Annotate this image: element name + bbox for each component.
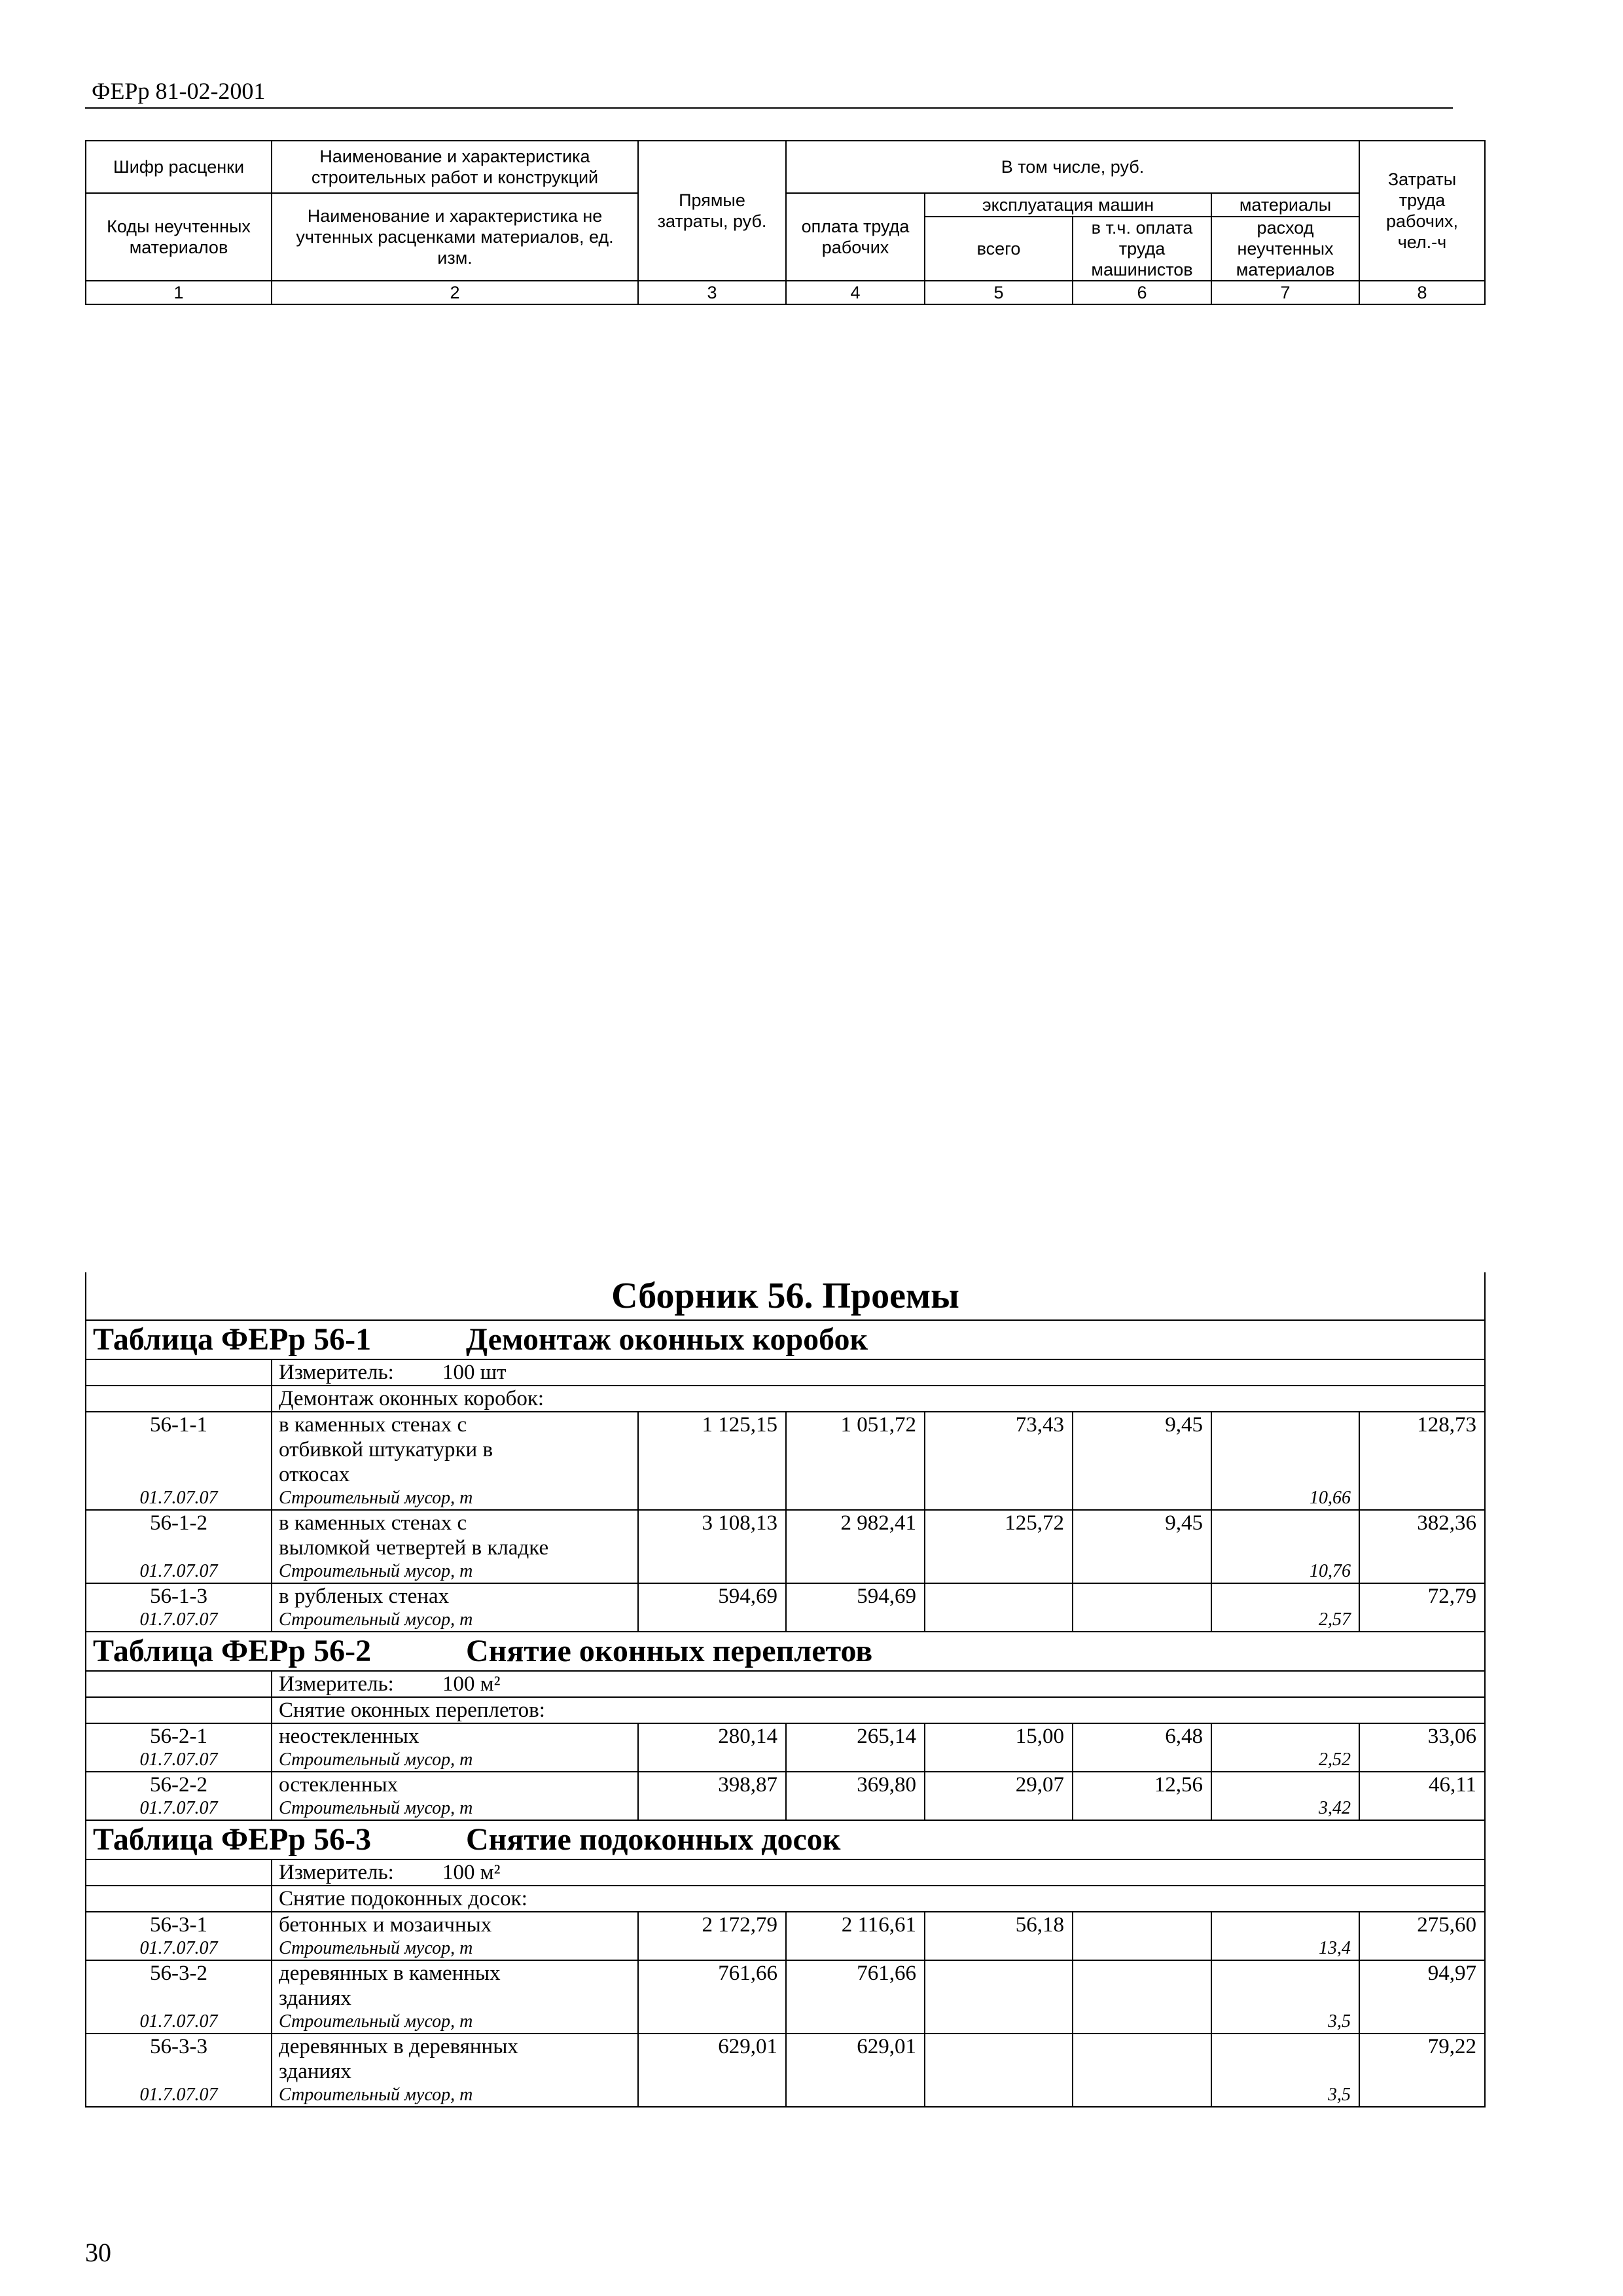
material-code: 01.7.07.07 bbox=[86, 1937, 272, 1960]
header-rule bbox=[85, 107, 1453, 109]
direct-cost: 398,87 bbox=[638, 1772, 786, 1797]
empty-cell bbox=[1073, 2059, 1211, 2084]
work-name-line: в рубленых стенах bbox=[272, 1583, 638, 1609]
empty-cell bbox=[1359, 1535, 1485, 1560]
direct-cost: 1 125,15 bbox=[638, 1412, 786, 1437]
driver-wage: 9,45 bbox=[1073, 1412, 1211, 1437]
material-row bbox=[86, 1937, 1485, 1960]
empty-cell bbox=[1211, 1583, 1359, 1609]
empty-cell bbox=[638, 2084, 786, 2107]
table-row bbox=[86, 1772, 1485, 1797]
empty-cell bbox=[1211, 1437, 1359, 1462]
rate-code: 56-1-2 bbox=[86, 1510, 272, 1535]
empty-cell bbox=[1073, 1797, 1211, 1820]
machine-cost: 15,00 bbox=[925, 1723, 1073, 1749]
labor-cost: 382,36 bbox=[1359, 1510, 1485, 1535]
empty-cell bbox=[786, 2011, 925, 2034]
empty-cell bbox=[638, 1937, 786, 1960]
empty-cell bbox=[1359, 2059, 1485, 2084]
table-row bbox=[86, 1510, 1485, 1535]
material-quantity: 3,5 bbox=[1211, 2011, 1359, 2034]
wage-cost: 594,69 bbox=[786, 1583, 925, 1609]
meter-value: 100 шт bbox=[442, 1361, 507, 1384]
table-row bbox=[86, 1960, 1485, 1986]
driver-wage: 9,45 bbox=[1073, 1510, 1211, 1535]
col-wage-header: оплата труда рабочих bbox=[786, 193, 925, 281]
empty-cell bbox=[786, 1560, 925, 1583]
labor-cost: 94,97 bbox=[1359, 1960, 1485, 1986]
empty-cell bbox=[1073, 1749, 1211, 1772]
empty-cell bbox=[638, 1487, 786, 1510]
empty-cell bbox=[1073, 1560, 1211, 1583]
meter-cell bbox=[272, 1859, 1485, 1886]
empty-cell bbox=[925, 1937, 1073, 1960]
machine-cost bbox=[925, 1583, 1073, 1609]
direct-cost: 761,66 bbox=[638, 1960, 786, 1986]
machine-cost: 56,18 bbox=[925, 1912, 1073, 1937]
empty-cell bbox=[638, 1986, 786, 2011]
material-name: Строительный мусор, т bbox=[272, 2084, 638, 2107]
empty-cell bbox=[1359, 1462, 1485, 1487]
empty-cell bbox=[1073, 1462, 1211, 1487]
group-heading: Снятие подоконных досок: bbox=[272, 1886, 1485, 1912]
empty-cell bbox=[1359, 1487, 1485, 1510]
col-total-header: всего bbox=[925, 217, 1073, 281]
material-quantity: 2,52 bbox=[1211, 1749, 1359, 1772]
meter-value: 100 м² bbox=[442, 1861, 501, 1884]
empty-cell bbox=[1359, 2084, 1485, 2107]
table-row bbox=[86, 1462, 1485, 1487]
direct-cost: 594,69 bbox=[638, 1583, 786, 1609]
driver-wage bbox=[1073, 1960, 1211, 1986]
wage-cost: 1 051,72 bbox=[786, 1412, 925, 1437]
wage-cost: 629,01 bbox=[786, 2034, 925, 2059]
empty-cell bbox=[925, 2011, 1073, 2034]
empty-cell bbox=[1211, 1772, 1359, 1797]
work-name-line: зданиях bbox=[272, 2059, 638, 2084]
empty-cell bbox=[1073, 1437, 1211, 1462]
group-heading: Демонтаж оконных коробок: bbox=[272, 1386, 1485, 1412]
empty-cell bbox=[925, 1437, 1073, 1462]
empty-cell bbox=[1073, 2084, 1211, 2107]
empty-cell bbox=[925, 1609, 1073, 1632]
spacer-cell bbox=[86, 1386, 272, 1412]
machine-cost: 125,72 bbox=[925, 1510, 1073, 1535]
empty-cell bbox=[638, 1749, 786, 1772]
direct-cost: 3 108,13 bbox=[638, 1510, 786, 1535]
table-row bbox=[86, 1535, 1485, 1560]
machine-cost: 73,43 bbox=[925, 1412, 1073, 1437]
material-row bbox=[86, 2011, 1485, 2034]
empty-cell bbox=[1211, 1510, 1359, 1535]
empty-cell bbox=[1359, 1937, 1485, 1960]
empty-cell bbox=[786, 1609, 925, 1632]
table-row bbox=[86, 1986, 1485, 2011]
empty-cell bbox=[1211, 1960, 1359, 1986]
material-code: 01.7.07.07 bbox=[86, 2011, 272, 2034]
work-name-line: остекленных bbox=[272, 1772, 638, 1797]
driver-wage bbox=[1073, 2034, 1211, 2059]
rates-table bbox=[85, 1272, 1486, 2108]
material-code: 01.7.07.07 bbox=[86, 1560, 272, 1583]
labor-cost: 79,22 bbox=[1359, 2034, 1485, 2059]
labor-cost: 46,11 bbox=[1359, 1772, 1485, 1797]
work-name-line: в каменных стенах с bbox=[272, 1412, 638, 1437]
meter-label: Измеритель: bbox=[279, 1361, 394, 1384]
empty-cell bbox=[925, 1986, 1073, 2011]
rate-code: 56-1-3 bbox=[86, 1583, 272, 1609]
rate-code: 56-2-1 bbox=[86, 1723, 272, 1749]
group-heading: Снятие оконных переплетов: bbox=[272, 1697, 1485, 1723]
material-row bbox=[86, 2084, 1485, 2107]
column-header-table bbox=[85, 140, 1486, 305]
empty-cell bbox=[786, 1986, 925, 2011]
empty-cell bbox=[1073, 1937, 1211, 1960]
rate-code: 56-3-1 bbox=[86, 1912, 272, 1937]
col-driver-wage-header: в т.ч. оплата труда машинистов bbox=[1073, 217, 1211, 281]
wage-cost: 265,14 bbox=[786, 1723, 925, 1749]
material-row bbox=[86, 1749, 1485, 1772]
empty-cell bbox=[86, 1462, 272, 1487]
table-title: Снятие подоконных досок bbox=[466, 1822, 841, 1857]
table-title-row bbox=[86, 1320, 1485, 1359]
labor-cost: 275,60 bbox=[1359, 1912, 1485, 1937]
labor-cost: 72,79 bbox=[1359, 1583, 1485, 1609]
col-number-5: 5 bbox=[925, 281, 1073, 304]
material-name: Строительный мусор, т bbox=[272, 1937, 638, 1960]
empty-cell bbox=[1211, 1412, 1359, 1437]
table-row bbox=[86, 2034, 1485, 2059]
empty-cell bbox=[1211, 1462, 1359, 1487]
col-direct-header: Прямые затраты, руб. bbox=[638, 141, 786, 281]
empty-cell bbox=[1359, 2011, 1485, 2034]
empty-cell bbox=[925, 2059, 1073, 2084]
material-quantity: 13,4 bbox=[1211, 1937, 1359, 1960]
material-name: Строительный мусор, т bbox=[272, 1560, 638, 1583]
meter-label: Измеритель: bbox=[279, 1861, 394, 1884]
empty-cell bbox=[1359, 1986, 1485, 2011]
empty-cell bbox=[638, 1437, 786, 1462]
empty-cell bbox=[86, 1437, 272, 1462]
rate-code: 56-1-1 bbox=[86, 1412, 272, 1437]
work-name-line: неостекленных bbox=[272, 1723, 638, 1749]
empty-cell bbox=[1359, 1609, 1485, 1632]
col-number-1: 1 bbox=[86, 281, 272, 304]
col-materials-header: материалы bbox=[1211, 193, 1359, 217]
empty-cell bbox=[1211, 2059, 1359, 2084]
col-incl-header: В том числе, руб. bbox=[786, 141, 1359, 193]
empty-cell bbox=[638, 1535, 786, 1560]
direct-cost: 280,14 bbox=[638, 1723, 786, 1749]
material-quantity: 3,42 bbox=[1211, 1797, 1359, 1820]
table-number: Таблица ФЕРр 56-1 bbox=[93, 1322, 372, 1357]
spacer-cell bbox=[86, 1359, 272, 1386]
empty-cell bbox=[86, 1535, 272, 1560]
machine-cost bbox=[925, 2034, 1073, 2059]
page-number: 30 bbox=[85, 2238, 111, 2267]
material-quantity: 2,57 bbox=[1211, 1609, 1359, 1632]
col-name-header: Наименование и характеристика строительных работ и конструкций bbox=[272, 141, 638, 193]
spacer-cell bbox=[86, 1671, 272, 1697]
work-name-line: зданиях bbox=[272, 1986, 638, 2011]
col-codes-unacc-header: Коды неучтенных материалов bbox=[86, 193, 272, 281]
material-code: 01.7.07.07 bbox=[86, 1487, 272, 1510]
spacer-cell bbox=[86, 1886, 272, 1912]
material-quantity: 10,76 bbox=[1211, 1560, 1359, 1583]
material-quantity: 10,66 bbox=[1211, 1487, 1359, 1510]
meter-value: 100 м² bbox=[442, 1672, 501, 1696]
table-row bbox=[86, 1412, 1485, 1437]
wage-cost: 2 116,61 bbox=[786, 1912, 925, 1937]
empty-cell bbox=[638, 2059, 786, 2084]
table-title: Снятие оконных переплетов bbox=[466, 1634, 873, 1668]
col-number-4: 4 bbox=[786, 281, 925, 304]
empty-cell bbox=[786, 1749, 925, 1772]
col-code-header: Шифр расценки bbox=[86, 141, 272, 193]
wage-cost: 2 982,41 bbox=[786, 1510, 925, 1535]
labor-cost: 128,73 bbox=[1359, 1412, 1485, 1437]
empty-cell bbox=[925, 1560, 1073, 1583]
material-row bbox=[86, 1609, 1485, 1632]
work-name-line: отбивкой штукатурки в bbox=[272, 1437, 638, 1462]
direct-cost: 2 172,79 bbox=[638, 1912, 786, 1937]
empty-cell bbox=[1211, 1723, 1359, 1749]
empty-cell bbox=[638, 2011, 786, 2034]
material-quantity: 3,5 bbox=[1211, 2084, 1359, 2107]
machine-cost: 29,07 bbox=[925, 1772, 1073, 1797]
col-labor-header: Затраты труда рабочих, чел.-ч bbox=[1359, 141, 1485, 281]
empty-cell bbox=[638, 1609, 786, 1632]
machine-cost bbox=[925, 1960, 1073, 1986]
empty-cell bbox=[1211, 1535, 1359, 1560]
spacer-cell bbox=[86, 1697, 272, 1723]
empty-cell bbox=[1359, 1797, 1485, 1820]
material-name: Строительный мусор, т bbox=[272, 2011, 638, 2034]
empty-cell bbox=[638, 1797, 786, 1820]
empty-cell bbox=[786, 2084, 925, 2107]
empty-cell bbox=[86, 2059, 272, 2084]
col-number-6: 6 bbox=[1073, 281, 1211, 304]
spacer-cell bbox=[86, 1859, 272, 1886]
table-title-row bbox=[86, 1820, 1485, 1859]
work-name-line: бетонных и мозаичных bbox=[272, 1912, 638, 1937]
empty-cell bbox=[1073, 1986, 1211, 2011]
empty-cell bbox=[786, 1437, 925, 1462]
empty-cell bbox=[925, 1462, 1073, 1487]
rate-code: 56-2-2 bbox=[86, 1772, 272, 1797]
wage-cost: 761,66 bbox=[786, 1960, 925, 1986]
meter-cell bbox=[272, 1359, 1485, 1386]
meter-cell bbox=[272, 1671, 1485, 1697]
empty-cell bbox=[786, 1487, 925, 1510]
table-row bbox=[86, 1912, 1485, 1937]
empty-cell bbox=[1359, 1437, 1485, 1462]
empty-cell bbox=[925, 1535, 1073, 1560]
table-row bbox=[86, 1583, 1485, 1609]
empty-cell bbox=[1073, 2011, 1211, 2034]
empty-cell bbox=[786, 1462, 925, 1487]
table-number: Таблица ФЕРр 56-2 bbox=[93, 1634, 372, 1668]
rate-code: 56-3-2 bbox=[86, 1960, 272, 1986]
material-code: 01.7.07.07 bbox=[86, 1749, 272, 1772]
material-name: Строительный мусор, т bbox=[272, 1609, 638, 1632]
driver-wage: 12,56 bbox=[1073, 1772, 1211, 1797]
material-code: 01.7.07.07 bbox=[86, 1609, 272, 1632]
empty-cell bbox=[638, 1560, 786, 1583]
empty-cell bbox=[786, 2059, 925, 2084]
empty-cell bbox=[1073, 1535, 1211, 1560]
material-row bbox=[86, 1797, 1485, 1820]
work-name-line: деревянных в каменных bbox=[272, 1960, 638, 1986]
work-name-line: деревянных в деревянных bbox=[272, 2034, 638, 2059]
material-name: Строительный мусор, т bbox=[272, 1797, 638, 1820]
wage-cost: 369,80 bbox=[786, 1772, 925, 1797]
col-machines-header: эксплуатация машин bbox=[925, 193, 1211, 217]
driver-wage bbox=[1073, 1583, 1211, 1609]
material-row bbox=[86, 1560, 1485, 1583]
driver-wage: 6,48 bbox=[1073, 1723, 1211, 1749]
empty-cell bbox=[925, 2084, 1073, 2107]
work-name-line: выломкой четвертей в кладке bbox=[272, 1535, 638, 1560]
empty-cell bbox=[786, 1535, 925, 1560]
empty-cell bbox=[1073, 1609, 1211, 1632]
work-name-line: откосах bbox=[272, 1462, 638, 1487]
rate-code: 56-3-3 bbox=[86, 2034, 272, 2059]
col-number-3: 3 bbox=[638, 281, 786, 304]
empty-cell bbox=[1211, 1912, 1359, 1937]
col-name-unacc-header: Наименование и характеристика не учтенных расценками материалов, ед. изм. bbox=[272, 193, 638, 281]
empty-cell bbox=[1073, 1487, 1211, 1510]
empty-cell bbox=[925, 1749, 1073, 1772]
direct-cost: 629,01 bbox=[638, 2034, 786, 2059]
col-number-7: 7 bbox=[1211, 281, 1359, 304]
material-code: 01.7.07.07 bbox=[86, 1797, 272, 1820]
table-row bbox=[86, 1437, 1485, 1462]
col-mat-consumption-header: расход неучтенных материалов bbox=[1211, 217, 1359, 281]
table-title-row bbox=[86, 1632, 1485, 1671]
labor-cost: 33,06 bbox=[1359, 1723, 1485, 1749]
document-code: ФЕРр 81-02-2001 bbox=[92, 78, 266, 104]
work-name-line: в каменных стенах с bbox=[272, 1510, 638, 1535]
collection-title: Сборник 56. Проемы bbox=[86, 1272, 1485, 1320]
table-number: Таблица ФЕРр 56-3 bbox=[93, 1822, 372, 1857]
empty-cell bbox=[1359, 1560, 1485, 1583]
empty-cell bbox=[86, 1986, 272, 2011]
empty-cell bbox=[638, 1462, 786, 1487]
empty-cell bbox=[1211, 2034, 1359, 2059]
table-row bbox=[86, 2059, 1485, 2084]
driver-wage bbox=[1073, 1912, 1211, 1937]
empty-cell bbox=[925, 1797, 1073, 1820]
table-row bbox=[86, 1723, 1485, 1749]
empty-cell bbox=[786, 1797, 925, 1820]
material-row bbox=[86, 1487, 1485, 1510]
empty-cell bbox=[1359, 1749, 1485, 1772]
col-number-8: 8 bbox=[1359, 281, 1485, 304]
material-name: Строительный мусор, т bbox=[272, 1749, 638, 1772]
empty-cell bbox=[1211, 1986, 1359, 2011]
material-code: 01.7.07.07 bbox=[86, 2084, 272, 2107]
material-name: Строительный мусор, т bbox=[272, 1487, 638, 1510]
col-number-2: 2 bbox=[272, 281, 638, 304]
meter-label: Измеритель: bbox=[279, 1672, 394, 1696]
table-title: Демонтаж оконных коробок bbox=[466, 1322, 868, 1357]
empty-cell bbox=[786, 1937, 925, 1960]
empty-cell bbox=[925, 1487, 1073, 1510]
